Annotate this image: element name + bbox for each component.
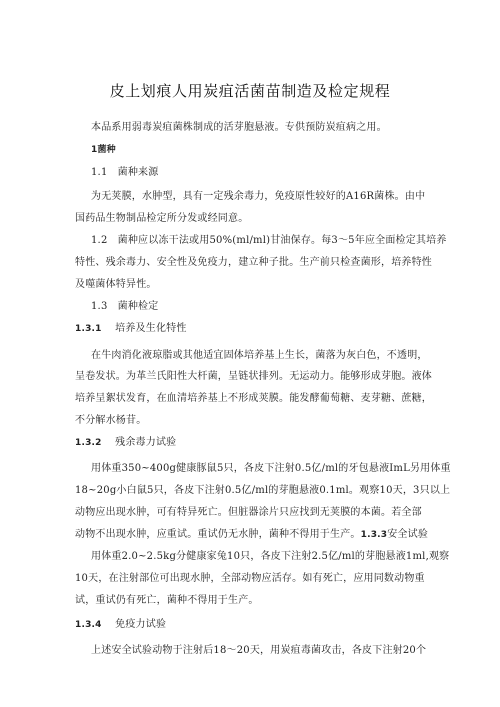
- paragraph-line: 用体重350~400g健康豚鼠5只，各皮下注射0.5亿/ml的牙包悬液ImL另用体重: [91, 463, 451, 474]
- paragraph-line: 培养呈絮状发育，在血清培养基上不形成荚膜。能发酵葡萄糖、麦芽糖、蔗糖，: [75, 393, 432, 404]
- paragraph-line: 特性、残余毒力、安全性及免疫力，建立种子批。生产前只检查菌形，培养特性: [75, 257, 432, 268]
- section-title: 菌种检定: [117, 301, 159, 312]
- paragraph-line: 为无荚膜，水肿型，具有一定残余毒力，免疫原性较好的A16R菌株。由中: [91, 191, 426, 202]
- intro-paragraph: 本品系用弱毒炭疽菌株制成的活芽胞悬液。专供预防炭疽病之用。: [91, 122, 387, 133]
- paragraph-line: 不分解水杨苷。: [75, 415, 147, 426]
- paragraph-line: 国药品生物制品检定所分发或经同意。: [75, 213, 249, 224]
- section-1-2-paragraph: [91, 234, 447, 248]
- section-1-heading: 1菌种: [91, 145, 116, 155]
- document-title: 皮上划痕人用炭疽活菌苗制造及检定规程: [109, 82, 391, 100]
- section-number: 1.3: [91, 301, 108, 312]
- section-number: 1.3.4: [75, 620, 102, 630]
- section-title: 残余毒力试验: [115, 437, 177, 448]
- section-1-3-heading: [91, 300, 158, 314]
- section-1-3-2-heading: [75, 436, 176, 450]
- section-1-3-4-heading: [75, 618, 166, 632]
- paragraph-text: 菌种应以冻干法或用50%(ml/ml)甘油保存。每3～5年应全面检定其培养: [117, 235, 447, 246]
- paragraph-line: 动物应出现水肿，可有特异死亡。但脏器涂片只应找到无荚膜的本菌。若全部: [75, 507, 422, 518]
- section-1-3-1-heading: [75, 322, 187, 336]
- section-title: 菌种来源: [117, 167, 159, 178]
- paragraph-line: 10天，在注射部位可出现水肿，全部动物应活存。如有死亡，应用同数动物重: [75, 573, 425, 584]
- section-title: 免疫力试验: [115, 619, 167, 630]
- paragraph-line: [75, 528, 428, 542]
- paragraph-line: 在牛肉消化液琼脂或其他适宜固体培养基上生长，菌落为灰白色，不透明，: [91, 350, 428, 361]
- section-number: 1.2: [91, 235, 108, 246]
- section-1-1-heading: [91, 166, 158, 180]
- section-number: 1.3.2: [75, 438, 102, 448]
- paragraph-text: 动物不出现水肿，应重试。重试仍无水肿，菌种不得用于生产。: [75, 529, 361, 540]
- paragraph-line: 上述安全试验动物于注射后18～20天，用炭疽毒菌攻击，各皮下注射20个: [91, 645, 427, 656]
- paragraph-line: 用体重2.0~2.5kg分健康家兔10只，各皮下注射2.5亿/ml的芽胞悬液1ml,观察: [91, 551, 450, 562]
- paragraph-line: 呈卷发状。为革兰氏阳性大杆菌，呈链状排列。无运动力。能够形成芽胞。液体: [75, 371, 432, 382]
- paragraph-line: 试，重试仍有死亡，菌种不得用于生产。: [75, 595, 259, 606]
- section-number: 1.3.3: [360, 530, 388, 540]
- section-title: 培养及生化特性: [115, 323, 187, 334]
- paragraph-line: 及噬菌体特异性。: [75, 279, 157, 290]
- section-number: 1.1: [91, 167, 108, 178]
- section-number: 1.3.1: [75, 324, 102, 334]
- section-title: 安全试验: [387, 529, 429, 540]
- paragraph-line: 18~20g小白鼠5只，各皮下注射0.5亿/ml的芽胞悬液0.1ml。观察10天，3只以上: [75, 485, 451, 496]
